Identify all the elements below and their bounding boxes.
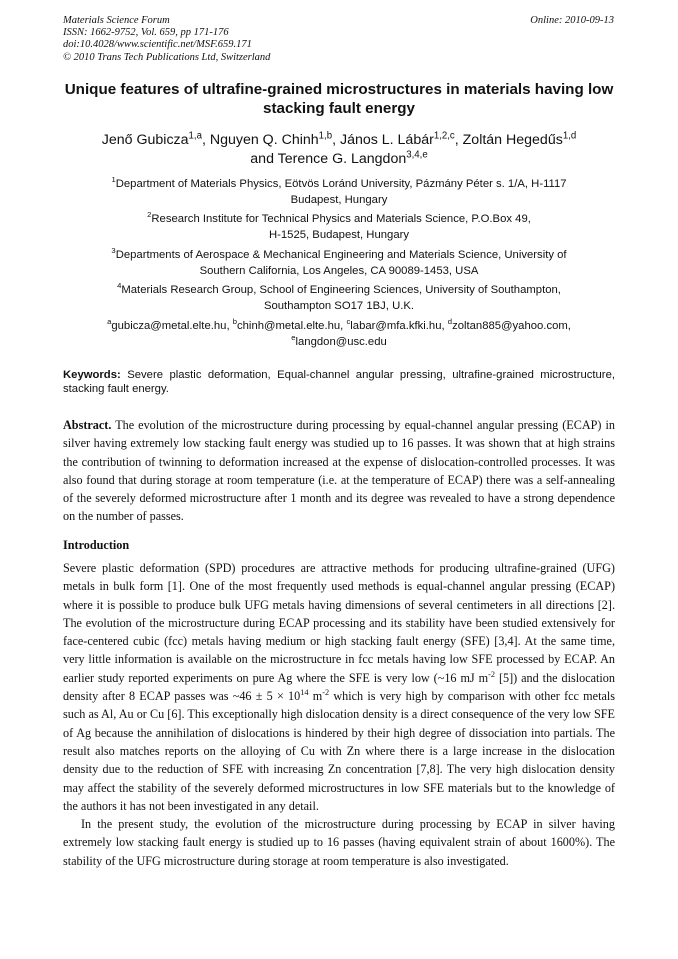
affiliation-sup: 1: [111, 175, 116, 185]
affiliation-line: H-1525, Budapest, Hungary: [268, 229, 410, 241]
abstract-text: The evolution of the microstructure during processing by equal-channel angular pressing (ECAP) in silver having extremely low stacking fault energy was studied up to 16 passes. It was shown that at high strains the contribution of twinning to deformation increased at the expense of dislocation-controlled processes. It was also found that during storage at room temperature (i.e. at the temperature of ECAP) there was a self-annealing of the severely deformed microstructure after 1 month and its degree was revealed to have a strong dependence on the number of passes.: [63, 418, 615, 524]
author-sup: 1,a: [188, 130, 202, 142]
journal-name: Materials Science Forum: [63, 15, 170, 26]
text-run: m: [308, 689, 323, 704]
email-sup: c: [346, 317, 351, 327]
affiliation-line: Budapest, Hungary: [290, 194, 388, 206]
author-list: [60, 131, 618, 169]
affiliation-sup: 4: [117, 281, 122, 291]
journal-copyright: © 2010 Trans Tech Publications Ltd, Switzerland: [63, 51, 271, 63]
author-sup: 3,4,e: [406, 149, 428, 161]
keywords-text: Severe plastic deformation, Equal-channel angular pressing, ultrafine-grained microstructure, stacking fault energy.: [63, 369, 615, 395]
keywords: [63, 368, 615, 396]
author-sep: ,: [454, 132, 463, 148]
author-name: János L. Lábár: [339, 132, 434, 148]
journal-issn: ISSN: 1662-9752, Vol. 659, pp 171-176: [63, 27, 229, 39]
affiliation-line: Southern California, Los Angeles, CA 90089-1453, USA: [199, 265, 479, 277]
affiliation-line: Departments of Aerospace & Mechanical Engineering and Materials Science, University of: [115, 249, 567, 261]
author-name: Terence G. Langdon: [277, 151, 407, 167]
paper-title: Unique features of ultrafine-grained microstructures in materials having low stacking fault energy: [64, 81, 614, 117]
journal-header: [63, 15, 270, 64]
email-sup: d: [447, 317, 453, 327]
affiliation-line: Department of Materials Physics, Eötvös Loránd University, Pázmány Péter s. 1/A, H-1117: [115, 178, 567, 190]
author-name: Nguyen Q. Chinh: [209, 132, 319, 148]
section-heading-introduction: Introduction: [63, 538, 130, 552]
author-sup: 1,d: [562, 130, 577, 142]
author-name: Zoltán Hegedűs: [462, 132, 563, 148]
email-address: gubicza@metal.elte.hu: [111, 320, 227, 332]
intro-paragraph-2: In the present study, the evolution of the microstructure during processing by ECAP in silver having extremely low stacking fault energy is studied up to 16 passes (having equivalent strain of about 1600%). The stability of the UFG microstructure during storage at room temperature is also investigated.: [63, 817, 615, 868]
affiliation-4: [70, 282, 608, 314]
email-sup: e: [291, 333, 296, 343]
keywords-label: Keywords:: [63, 369, 121, 381]
affiliation-sup: 2: [147, 210, 152, 220]
abstract: [63, 416, 615, 526]
superscript: 14: [300, 688, 309, 698]
email-address: labar@mfa.kfki.hu: [350, 320, 442, 332]
email-address: chinh@metal.elte.hu: [237, 320, 341, 332]
email-sup: b: [232, 317, 237, 327]
author-name: Jenő Gubicza: [101, 132, 189, 148]
affiliation-line: Materials Research Group, School of Engineering Sciences, University of Southampton,: [121, 284, 561, 296]
introduction-body: [63, 559, 615, 870]
affiliation-line: Southampton SO17 1BJ, U.K.: [263, 300, 415, 312]
email-address: zoltan885@yahoo.com: [452, 320, 568, 332]
text-run: which is very high by comparison with other fcc metals such as Al, Au or Cu [6]. This exceptionally high dislocation density is a direct consequence of the very low SFE of Ag because the annihilation of dislocations is hindered by their high degree of dissociation into partials. The result also matches reports on the alloying of Cu with Zn where there is a large increase in the dislocation density due to the reduction of SFE with increasing Zn concentration [7,8]. The very high dislocation density may affect the stability of the severely deformed microstructures in low SFE materials but to the knowledge of the authors it has not been investigated in any detail.: [63, 689, 615, 813]
email-list: $^a$gubicza@metal.elte.hu, $^b$chinh@metal.elte.hu, $^c$labar@mfa.kfki.hu, $^d$zoltan885@yahoo.com, $^e$langdon@usc.edu: [107, 317, 571, 348]
abstract-label: Abstract.: [63, 418, 112, 432]
affiliation-3: [70, 247, 608, 279]
text-run: Severe plastic deformation (SPD) procedures are attractive methods for producing ultrafine-grained (UFG) metals in bulk form [1]. One of the most frequently used methods is equal-channel angular pressing (ECAP) where it is possible to produce bulk UFG metals having dimensions of several centimeters in all directions [2]. The evolution of the microstructure during ECAP processing and its stability have been studied extensively for face-centered cubic (fcc) metals having medium or high stacking fault energy (SFE) [3,4]. At the same time, very little information is available on the microstructure in fcc metals having low SFE processed by ECAP. An earlier study reported experiments on pure Ag where the SFE is very low (~16 mJ m: [63, 561, 615, 685]
affiliation-line: Research Institute for Technical Physics and Materials Science, P.O.Box 49,: [151, 213, 531, 225]
author-sep: ,: [332, 132, 340, 148]
text-run: [5]) and the dislocation density after 8 ECAP passes was ~46 ± 5 × 10: [63, 670, 615, 704]
author-sep: ,: [201, 132, 210, 148]
email-address: langdon@usc.edu: [295, 336, 387, 348]
affiliation-sup: 3: [111, 246, 116, 256]
superscript: -2: [488, 669, 495, 679]
superscript: -2: [322, 688, 330, 698]
author-and: and: [250, 151, 278, 167]
journal-doi: doi:10.4028/www.scientific.net/MSF.659.171: [63, 39, 252, 51]
intro-paragraph-1: [63, 559, 615, 815]
affiliation-1: [70, 176, 608, 208]
author-sup: 1,2,c: [433, 130, 455, 142]
online-date: Online: 2010-09-13: [530, 15, 614, 26]
email-sup: a: [107, 317, 112, 327]
author-sup: 1,b: [318, 130, 333, 142]
affiliation-2: [70, 211, 608, 243]
